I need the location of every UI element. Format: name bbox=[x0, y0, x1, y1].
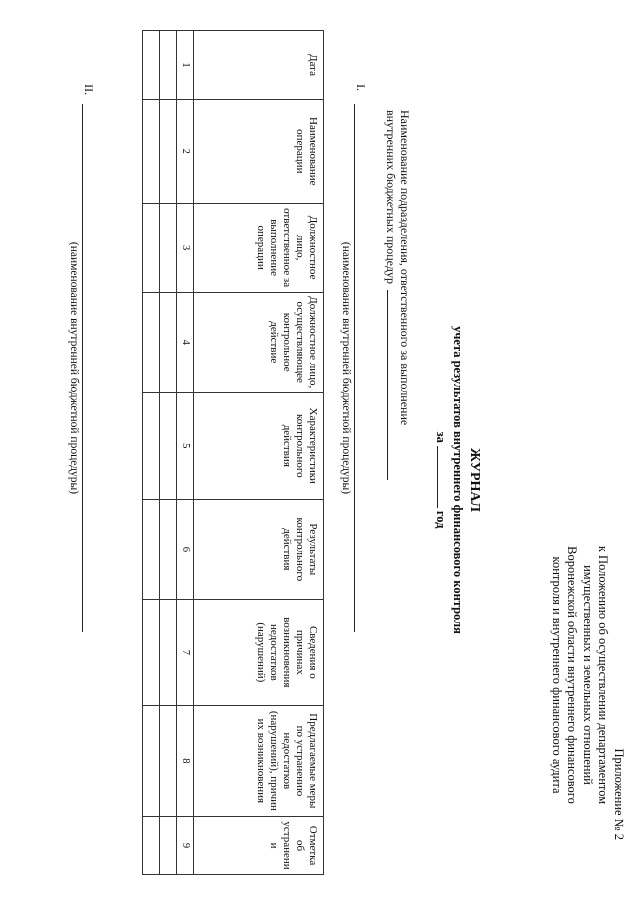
department-line2-wrap bbox=[384, 110, 398, 480]
table-cell bbox=[160, 817, 177, 875]
column-number: 7 bbox=[177, 599, 194, 705]
year-suffix: год bbox=[434, 510, 448, 529]
column-number: 1 bbox=[177, 31, 194, 100]
table-cell bbox=[143, 31, 160, 100]
column-number: 2 bbox=[177, 100, 194, 204]
table-cell bbox=[160, 392, 177, 499]
column-number: 5 bbox=[177, 392, 194, 499]
header-cell: Должностное лицо, ответственное за выполнение операции bbox=[194, 203, 324, 292]
header-cell: Результаты контрольного действия bbox=[194, 499, 324, 599]
header-cell: Предлагаемые меры по устранению недостатков (нарушений), причин их возникновения bbox=[194, 705, 324, 816]
department-block bbox=[384, 110, 412, 730]
table-cell bbox=[160, 203, 177, 292]
section-number: I. bbox=[354, 84, 368, 91]
table-row bbox=[160, 31, 177, 875]
year-prefix: за bbox=[434, 431, 448, 443]
column-number: 8 bbox=[177, 705, 194, 816]
department-line2: внутренних бюджетных процедур bbox=[384, 110, 398, 284]
journal-subtitle: учета результатов внутреннего финансового контроля bbox=[451, 326, 465, 634]
table-cell bbox=[143, 203, 160, 292]
table-cell bbox=[143, 817, 160, 875]
table-cell bbox=[160, 31, 177, 100]
year-blank bbox=[437, 446, 450, 508]
table-number-row bbox=[177, 31, 194, 875]
section-blank-line bbox=[82, 104, 83, 632]
section-number: II. bbox=[82, 84, 96, 95]
table-cell bbox=[143, 392, 160, 499]
table-cell bbox=[160, 705, 177, 816]
table-cell bbox=[160, 292, 177, 392]
section-caption: (наименование внутренней бюджетной процедуры) bbox=[68, 241, 80, 495]
table-cell bbox=[160, 499, 177, 599]
table-cell bbox=[143, 705, 160, 816]
appendix-line: контроля и внутреннего финансового аудита bbox=[550, 556, 564, 794]
department-line1: Наименование подразделения, ответственного за выполнение bbox=[398, 110, 412, 426]
header-cell: Наименование операции bbox=[194, 100, 324, 204]
header-cell: Дата bbox=[194, 31, 324, 100]
appendix-header bbox=[549, 510, 627, 840]
journal-year-line bbox=[433, 270, 450, 690]
table-cell bbox=[143, 499, 160, 599]
table-row bbox=[143, 31, 160, 875]
journal-title-block bbox=[433, 270, 482, 690]
table-cell bbox=[160, 599, 177, 705]
column-number: 6 bbox=[177, 499, 194, 599]
appendix-line: к Положению об осуществлении департаментом bbox=[596, 545, 611, 805]
header-cell: Должностное лицо, осуществляющее контрольное действие bbox=[194, 292, 324, 392]
journal-title: ЖУРНАЛ bbox=[467, 448, 482, 512]
table-cell bbox=[160, 100, 177, 204]
table-header-row bbox=[194, 31, 324, 875]
appendix-line: имущественных и земельных отношений bbox=[581, 565, 595, 785]
column-number: 9 bbox=[177, 817, 194, 875]
table-cell bbox=[143, 292, 160, 392]
header-cell: Характеристики контрольного действия bbox=[194, 392, 324, 499]
journal-table bbox=[142, 30, 324, 875]
table-cell bbox=[143, 599, 160, 705]
column-number: 3 bbox=[177, 203, 194, 292]
appendix-line: Приложение № 2 bbox=[612, 748, 626, 840]
appendix-line: Воронежской области внутреннего финансового bbox=[565, 546, 580, 804]
department-blank bbox=[387, 290, 398, 480]
header-cell: Отметка об устранении bbox=[194, 817, 324, 875]
column-number: 4 bbox=[177, 292, 194, 392]
table-cell bbox=[143, 100, 160, 204]
header-cell: Сведения о причинах возникновения недостатков (нарушений) bbox=[194, 599, 324, 705]
section-caption: (наименование внутренней бюджетной процедуры) bbox=[340, 241, 352, 495]
section-blank-line bbox=[354, 104, 355, 632]
